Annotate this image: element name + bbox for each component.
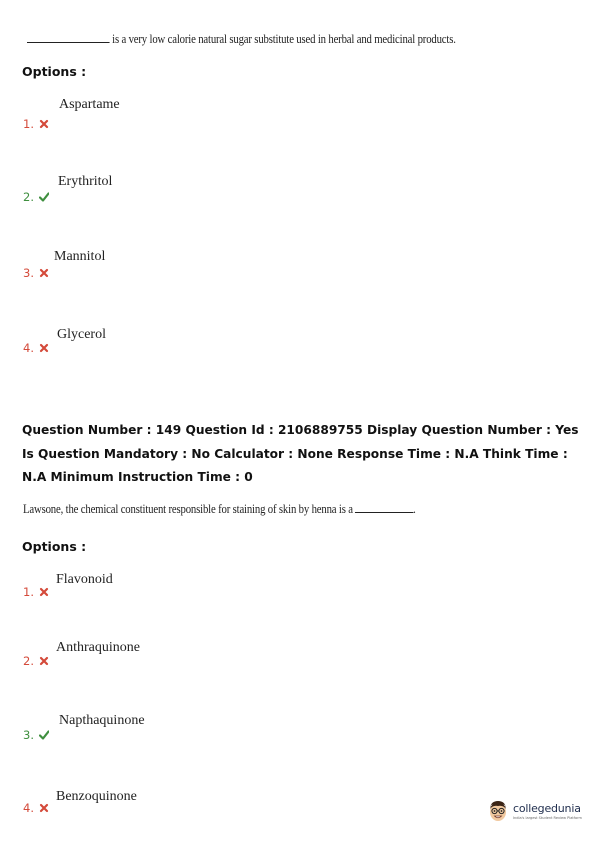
q2-option-4-number: 4. [23, 801, 49, 815]
collegedunia-logo [486, 799, 582, 823]
q1-option-3-number: 3. [23, 266, 49, 280]
logo-name: collegedunia [513, 802, 581, 815]
q1-option-2-number: 2. [23, 190, 49, 204]
q2-option-1-text: Flavonoid [56, 572, 113, 587]
check-icon [39, 192, 49, 202]
q2-option-2-number: 2. [23, 654, 49, 668]
check-icon [39, 730, 49, 740]
mascot-face-icon [486, 799, 510, 823]
options-label: Options : [22, 64, 87, 79]
q1-option-2-text: Erythritol [58, 174, 113, 189]
logo-tagline: India's largest Student Review Platform [513, 816, 582, 820]
question-2-text: Lawsone, the chemical constituent responsible for staining of skin by henna is a [23, 502, 353, 516]
question-1-text: is a very low calorie natural sugar substitute used in herbal and medicinal products. [112, 32, 456, 46]
cross-icon [39, 656, 49, 666]
question-2-stem: Lawsone, the chemical constituent responsible for staining of skin by henna is a . [23, 502, 416, 516]
q1-option-3-text: Mannitol [54, 249, 106, 264]
cross-icon [39, 587, 49, 597]
q1-option-1-number: 1. [23, 117, 49, 131]
answer-blank [355, 502, 413, 513]
q1-option-4-number: 4. [23, 341, 49, 355]
options-label: Options : [22, 539, 87, 554]
q1-option-1-text: Aspartame [59, 97, 120, 112]
cross-icon [39, 119, 49, 129]
q1-option-4-text: Glycerol [57, 327, 106, 342]
answer-blank [27, 32, 110, 43]
question-1-stem [27, 32, 456, 47]
cross-icon [39, 803, 49, 813]
cross-icon [39, 268, 49, 278]
q2-option-3-text: Napthaquinone [59, 713, 145, 728]
q2-option-4-text: Benzoquinone [56, 789, 137, 804]
question-2-metadata: Question Number : 149 Question Id : 2106889755 Display Question Number : Yes Is Question Mandatory : No Calculator : None Response Time : N.A Think Time : N.A Minimum Instruction Time : 0 [22, 423, 579, 484]
cross-icon [39, 343, 49, 353]
q2-option-1-number: 1. [23, 585, 49, 599]
q2-option-3-number: 3. [23, 728, 49, 742]
q2-option-2-text: Anthraquinone [56, 640, 140, 655]
